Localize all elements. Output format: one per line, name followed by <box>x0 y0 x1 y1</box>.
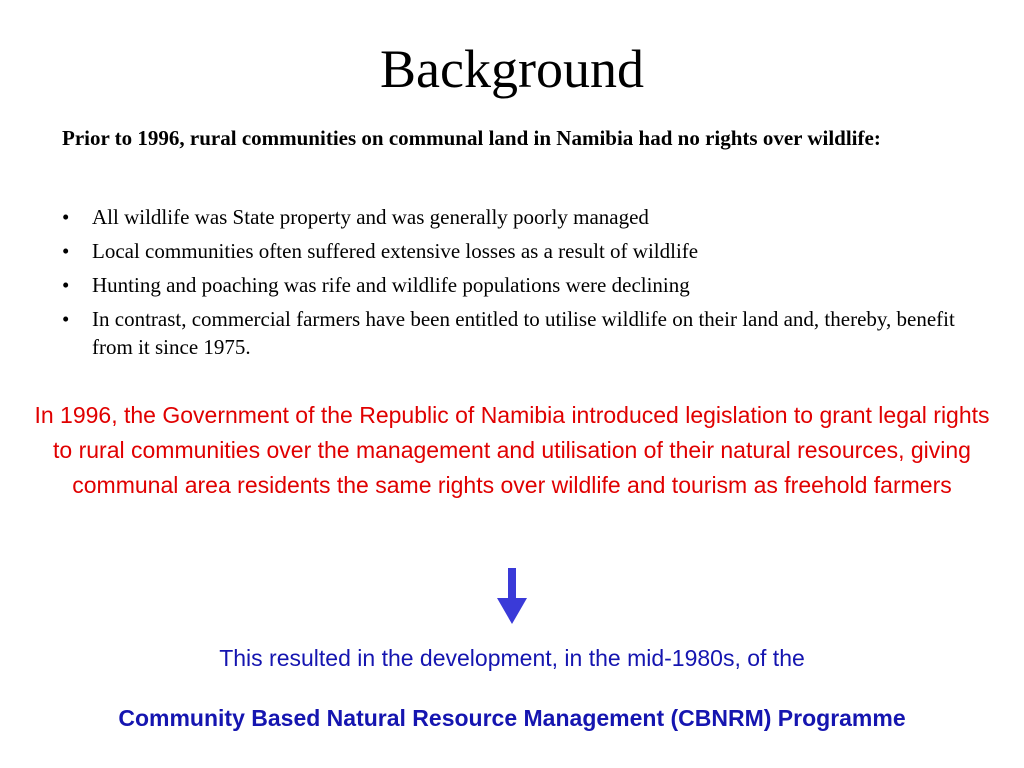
bullet-marker: • <box>62 307 70 331</box>
bullet-item <box>62 271 992 299</box>
bullet-text: Local communities often suffered extensive losses as a result of wildlife <box>92 239 699 263</box>
programme-line: Community Based Natural Resource Management (CBNRM) Programme <box>118 705 906 731</box>
bullet-item <box>62 237 992 265</box>
bullet-marker: • <box>62 273 70 297</box>
intro-text: Prior to 1996, rural communities on communal land in Namibia had no rights over wildlife: <box>62 126 881 150</box>
bullet-list <box>62 203 992 367</box>
bullet-marker: • <box>62 239 70 263</box>
bullet-item <box>62 305 992 361</box>
slide-title: Background <box>380 39 644 99</box>
bullet-text: In contrast, commercial farmers have been entitled to utilise wildlife on their land and, thereby, benefit from it since 1975. <box>92 307 955 359</box>
bullet-text: All wildlife was State property and was generally poorly managed <box>92 205 649 229</box>
down-arrow-icon <box>497 568 527 624</box>
bullet-text: Hunting and poaching was rife and wildlife populations were declining <box>92 273 690 297</box>
highlight-paragraph: In 1996, the Government of the Republic of Namibia introduced legislation to grant legal rights to rural communities over the management and utilisation of their natural resources, giving communal area residents the same rights over wildlife and tourism as freehold farmers <box>34 402 990 498</box>
arrow-head <box>497 598 527 624</box>
bullet-item <box>62 203 992 231</box>
bullet-marker: • <box>62 205 70 229</box>
result-line: This resulted in the development, in the mid-1980s, of the <box>219 645 805 671</box>
